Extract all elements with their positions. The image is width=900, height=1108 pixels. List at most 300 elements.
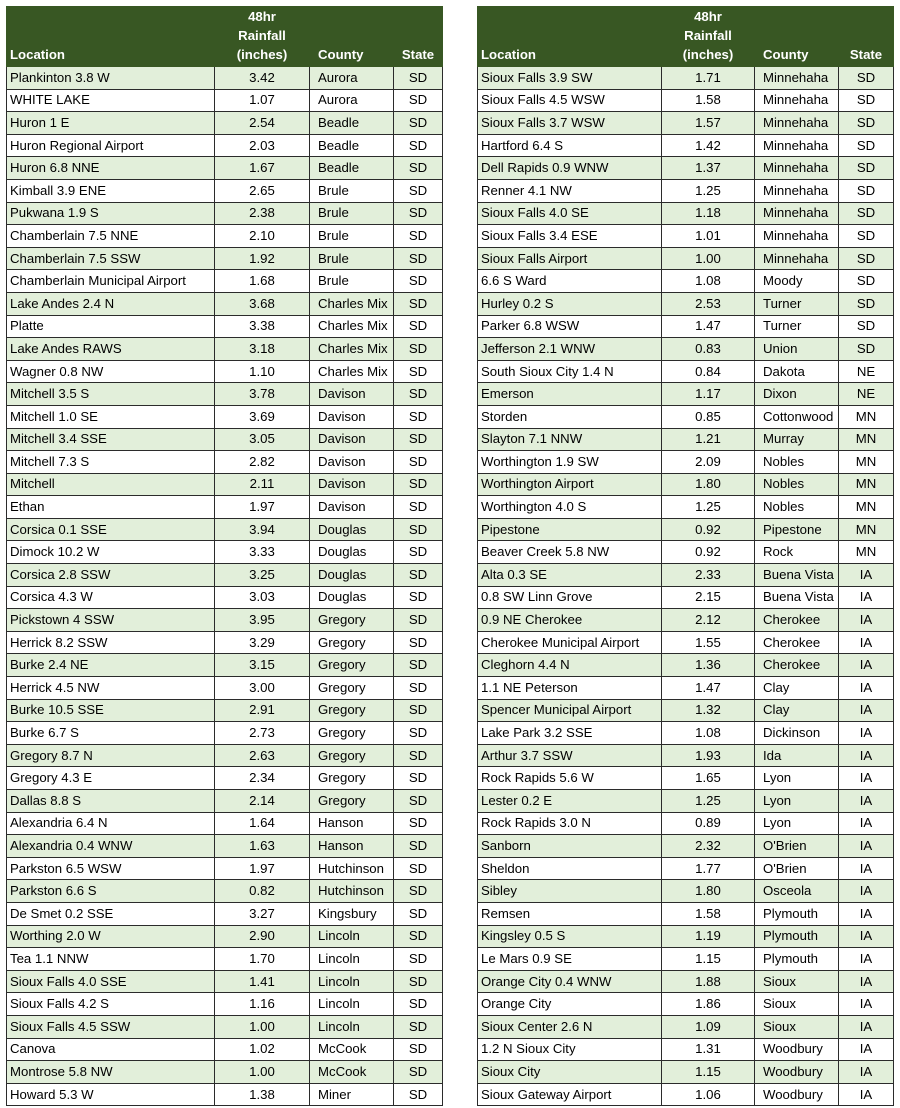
rainfall-cell: 1.31 [662, 1038, 755, 1061]
rainfall-cell: 1.08 [662, 722, 755, 745]
state-cell: SD [394, 677, 443, 700]
state-cell: SD [394, 496, 443, 519]
location-cell: Spencer Municipal Airport [478, 699, 662, 722]
county-cell: Douglas [310, 564, 394, 587]
location-cell: Sioux Falls 4.0 SSE [7, 970, 215, 993]
rainfall-header-line2: Rainfall [238, 28, 286, 43]
table-row [478, 586, 894, 609]
state-cell: SD [394, 541, 443, 564]
table-row [478, 157, 894, 180]
location-cell: Sioux Gateway Airport [478, 1083, 662, 1106]
county-cell: Davison [310, 383, 394, 406]
table-row [7, 134, 443, 157]
county-cell: Minnehaha [755, 225, 839, 248]
location-cell: Sanborn [478, 835, 662, 858]
state-cell: NE [839, 383, 894, 406]
location-cell: Parkston 6.6 S [7, 880, 215, 903]
location-cell: Worthington Airport [478, 473, 662, 496]
county-cell: Nobles [755, 473, 839, 496]
state-cell: SD [394, 451, 443, 474]
county-cell: Brule [310, 179, 394, 202]
table-row [7, 948, 443, 971]
state-cell: SD [394, 880, 443, 903]
table-row [7, 157, 443, 180]
rainfall-cell: 1.77 [662, 857, 755, 880]
county-cell: Lincoln [310, 925, 394, 948]
rainfall-cell: 1.17 [662, 383, 755, 406]
county-cell: Brule [310, 225, 394, 248]
location-cell: Kimball 3.9 ENE [7, 179, 215, 202]
state-cell: SD [839, 247, 894, 270]
location-cell: Arthur 3.7 SSW [478, 744, 662, 767]
state-header: State [394, 7, 443, 67]
county-cell: Minnehaha [755, 247, 839, 270]
state-cell: SD [394, 405, 443, 428]
table-row [478, 179, 894, 202]
location-cell: Canova [7, 1038, 215, 1061]
location-header: Location [7, 7, 215, 67]
location-cell: Huron Regional Airport [7, 134, 215, 157]
state-cell: SD [394, 202, 443, 225]
county-cell: Rock [755, 541, 839, 564]
county-cell: Charles Mix [310, 315, 394, 338]
location-cell: Dallas 8.8 S [7, 790, 215, 813]
state-cell: SD [394, 338, 443, 361]
county-cell: Union [755, 338, 839, 361]
table-row [478, 857, 894, 880]
county-cell: Minnehaha [755, 202, 839, 225]
table-row [7, 970, 443, 993]
table-row [7, 360, 443, 383]
table-row [7, 225, 443, 248]
rainfall-cell: 0.92 [662, 541, 755, 564]
table-row [7, 338, 443, 361]
county-cell: Plymouth [755, 925, 839, 948]
table-row [478, 541, 894, 564]
county-cell: Woodbury [755, 1038, 839, 1061]
location-cell: Sioux Falls 3.7 WSW [478, 112, 662, 135]
county-cell: Ida [755, 744, 839, 767]
state-cell: SD [394, 112, 443, 135]
state-cell: SD [394, 902, 443, 925]
state-cell: SD [839, 270, 894, 293]
state-cell: MN [839, 518, 894, 541]
table-row [7, 89, 443, 112]
county-cell: Minnehaha [755, 179, 839, 202]
table-row [478, 948, 894, 971]
location-cell: Hartford 6.4 S [478, 134, 662, 157]
rainfall-cell: 0.92 [662, 518, 755, 541]
table-row [478, 247, 894, 270]
county-cell: Gregory [310, 699, 394, 722]
table-row [7, 67, 443, 90]
rainfall-cell: 2.65 [215, 179, 310, 202]
table-row [478, 134, 894, 157]
table-row [478, 89, 894, 112]
state-cell: IA [839, 993, 894, 1016]
table-row [7, 1061, 443, 1084]
location-cell: Jefferson 2.1 WNW [478, 338, 662, 361]
rainfall-cell: 1.97 [215, 857, 310, 880]
location-cell: Worthington 4.0 S [478, 496, 662, 519]
rainfall-cell: 2.09 [662, 451, 755, 474]
table-row [478, 677, 894, 700]
rainfall-cell: 2.91 [215, 699, 310, 722]
location-cell: 1.1 NE Peterson [478, 677, 662, 700]
county-header: County [755, 7, 839, 67]
county-cell: Charles Mix [310, 292, 394, 315]
rainfall-cell: 2.11 [215, 473, 310, 496]
rainfall-cell: 1.18 [662, 202, 755, 225]
state-cell: IA [839, 677, 894, 700]
location-cell: 0.9 NE Cherokee [478, 609, 662, 632]
county-cell: Kingsbury [310, 902, 394, 925]
table-row [478, 338, 894, 361]
state-cell: IA [839, 654, 894, 677]
rainfall-cell: 3.15 [215, 654, 310, 677]
county-cell: Hutchinson [310, 857, 394, 880]
county-cell: Davison [310, 405, 394, 428]
state-cell: IA [839, 564, 894, 587]
state-cell: MN [839, 473, 894, 496]
rainfall-table-right [477, 6, 894, 1106]
table-row [478, 360, 894, 383]
county-cell: Beadle [310, 112, 394, 135]
rainfall-header [215, 7, 310, 67]
location-cell: Corsica 4.3 W [7, 586, 215, 609]
table-row [7, 790, 443, 813]
location-cell: Platte [7, 315, 215, 338]
state-cell: SD [394, 993, 443, 1016]
rainfall-cell: 1.88 [662, 970, 755, 993]
rainfall-header-line3: (inches) [682, 47, 734, 62]
state-cell: SD [394, 1038, 443, 1061]
location-cell: Lake Andes 2.4 N [7, 292, 215, 315]
state-cell: SD [394, 473, 443, 496]
state-cell: SD [394, 790, 443, 813]
location-cell: Beaver Creek 5.8 NW [478, 541, 662, 564]
location-cell: Alexandria 0.4 WNW [7, 835, 215, 858]
state-cell: SD [394, 518, 443, 541]
county-cell: Hanson [310, 812, 394, 835]
state-cell: IA [839, 790, 894, 813]
state-cell: IA [839, 631, 894, 654]
state-cell: SD [394, 586, 443, 609]
state-cell: SD [394, 428, 443, 451]
rainfall-cell: 1.37 [662, 157, 755, 180]
table-row [478, 496, 894, 519]
state-cell: SD [394, 857, 443, 880]
rainfall-cell: 1.71 [662, 67, 755, 90]
location-cell: De Smet 0.2 SSE [7, 902, 215, 925]
location-cell: Worthing 2.0 W [7, 925, 215, 948]
county-cell: Dixon [755, 383, 839, 406]
state-cell: IA [839, 857, 894, 880]
state-cell: IA [839, 767, 894, 790]
rainfall-cell: 3.38 [215, 315, 310, 338]
rainfall-cell: 1.55 [662, 631, 755, 654]
table-row [7, 925, 443, 948]
table-row [478, 451, 894, 474]
table-row [7, 902, 443, 925]
state-cell: SD [839, 134, 894, 157]
location-cell: 0.8 SW Linn Grove [478, 586, 662, 609]
county-cell: Moody [755, 270, 839, 293]
table-row [7, 451, 443, 474]
header-row [7, 7, 443, 67]
county-cell: Gregory [310, 767, 394, 790]
table-row [478, 112, 894, 135]
rainfall-cell: 2.10 [215, 225, 310, 248]
county-cell: Gregory [310, 722, 394, 745]
county-header: County [310, 7, 394, 67]
rainfall-cell: 1.08 [662, 270, 755, 293]
table-row [478, 473, 894, 496]
rainfall-cell: 3.33 [215, 541, 310, 564]
location-cell: Burke 6.7 S [7, 722, 215, 745]
county-cell: Dakota [755, 360, 839, 383]
county-cell: Minnehaha [755, 157, 839, 180]
location-cell: Emerson [478, 383, 662, 406]
county-cell: Turner [755, 292, 839, 315]
state-cell: SD [394, 767, 443, 790]
rainfall-cell: 2.12 [662, 609, 755, 632]
state-cell: MN [839, 428, 894, 451]
rainfall-cell: 1.41 [215, 970, 310, 993]
rainfall-cell: 1.00 [215, 1061, 310, 1084]
table-row [478, 970, 894, 993]
location-cell: Sioux Falls 3.4 ESE [478, 225, 662, 248]
table-row [7, 383, 443, 406]
location-cell: Alta 0.3 SE [478, 564, 662, 587]
county-cell: Brule [310, 247, 394, 270]
location-cell: Sioux Falls 4.2 S [7, 993, 215, 1016]
rainfall-cell: 1.32 [662, 699, 755, 722]
location-cell: Orange City 0.4 WNW [478, 970, 662, 993]
county-cell: Gregory [310, 677, 394, 700]
location-cell: Orange City [478, 993, 662, 1016]
table-row [7, 247, 443, 270]
rainfall-cell: 1.09 [662, 1015, 755, 1038]
table-row [478, 202, 894, 225]
location-cell: Herrick 8.2 SSW [7, 631, 215, 654]
header-row [478, 7, 894, 67]
county-cell: Davison [310, 496, 394, 519]
location-cell: Renner 4.1 NW [478, 179, 662, 202]
county-cell: Lincoln [310, 993, 394, 1016]
table-row [7, 767, 443, 790]
table-row [7, 270, 443, 293]
county-cell: Hanson [310, 835, 394, 858]
rainfall-cell: 1.15 [662, 948, 755, 971]
county-cell: Clay [755, 699, 839, 722]
state-cell: SD [394, 699, 443, 722]
rainfall-header-line2: Rainfall [684, 28, 732, 43]
table-row [7, 541, 443, 564]
rainfall-cell: 1.58 [662, 89, 755, 112]
table-row [7, 609, 443, 632]
location-cell: Lester 0.2 E [478, 790, 662, 813]
county-cell: Aurora [310, 89, 394, 112]
table-row [7, 518, 443, 541]
county-cell: Buena Vista [755, 586, 839, 609]
county-cell: Nobles [755, 451, 839, 474]
location-cell: Le Mars 0.9 SE [478, 948, 662, 971]
rainfall-cell: 1.10 [215, 360, 310, 383]
location-cell: Tea 1.1 NNW [7, 948, 215, 971]
county-cell: O'Brien [755, 857, 839, 880]
county-cell: Minnehaha [755, 134, 839, 157]
state-cell: SD [394, 609, 443, 632]
location-cell: Mitchell 1.0 SE [7, 405, 215, 428]
county-cell: Woodbury [755, 1061, 839, 1084]
state-cell: SD [839, 157, 894, 180]
location-cell: Gregory 4.3 E [7, 767, 215, 790]
county-cell: Cherokee [755, 631, 839, 654]
state-cell: MN [839, 541, 894, 564]
table-row [478, 270, 894, 293]
state-cell: SD [839, 89, 894, 112]
state-cell: IA [839, 722, 894, 745]
table-row [7, 473, 443, 496]
rainfall-cell: 1.68 [215, 270, 310, 293]
location-cell: Dell Rapids 0.9 WNW [478, 157, 662, 180]
state-cell: SD [394, 134, 443, 157]
rainfall-cell: 3.78 [215, 383, 310, 406]
location-cell: Alexandria 6.4 N [7, 812, 215, 835]
table-row [478, 925, 894, 948]
county-cell: Brule [310, 202, 394, 225]
rainfall-cell: 2.33 [662, 564, 755, 587]
county-cell: Lincoln [310, 1015, 394, 1038]
table-row [478, 812, 894, 835]
location-cell: Mitchell [7, 473, 215, 496]
state-cell: SD [394, 1061, 443, 1084]
county-cell: Gregory [310, 631, 394, 654]
county-cell: Cherokee [755, 654, 839, 677]
state-cell: IA [839, 1061, 894, 1084]
rainfall-cell: 1.64 [215, 812, 310, 835]
location-cell: 1.2 N Sioux City [478, 1038, 662, 1061]
county-cell: Nobles [755, 496, 839, 519]
state-cell: SD [394, 835, 443, 858]
rainfall-cell: 1.97 [215, 496, 310, 519]
table-row [7, 1015, 443, 1038]
county-cell: Aurora [310, 67, 394, 90]
location-cell: Pukwana 1.9 S [7, 202, 215, 225]
table-row [478, 609, 894, 632]
county-cell: Woodbury [755, 1083, 839, 1106]
state-cell: SD [394, 157, 443, 180]
county-cell: Dickinson [755, 722, 839, 745]
state-cell: IA [839, 925, 894, 948]
rainfall-cell: 1.15 [662, 1061, 755, 1084]
state-header: State [839, 7, 894, 67]
rainfall-cell: 1.57 [662, 112, 755, 135]
county-cell: Murray [755, 428, 839, 451]
location-cell: Storden [478, 405, 662, 428]
rainfall-cell: 1.65 [662, 767, 755, 790]
location-cell: WHITE LAKE [7, 89, 215, 112]
location-cell: Herrick 4.5 NW [7, 677, 215, 700]
table-row [7, 1038, 443, 1061]
rainfall-cell: 3.18 [215, 338, 310, 361]
state-cell: IA [839, 948, 894, 971]
location-cell: Sheldon [478, 857, 662, 880]
county-cell: Minnehaha [755, 89, 839, 112]
county-cell: Douglas [310, 518, 394, 541]
rainfall-cell: 0.85 [662, 405, 755, 428]
county-cell: Beadle [310, 134, 394, 157]
location-cell: Slayton 7.1 NNW [478, 428, 662, 451]
county-cell: Davison [310, 473, 394, 496]
rainfall-cell: 1.06 [662, 1083, 755, 1106]
table-row [7, 315, 443, 338]
state-cell: IA [839, 812, 894, 835]
county-cell: Gregory [310, 744, 394, 767]
county-cell: Davison [310, 451, 394, 474]
state-cell: SD [394, 1015, 443, 1038]
state-cell: SD [394, 67, 443, 90]
table-row [7, 586, 443, 609]
county-cell: Osceola [755, 880, 839, 903]
location-cell: Chamberlain Municipal Airport [7, 270, 215, 293]
location-cell: Chamberlain 7.5 SSW [7, 247, 215, 270]
state-cell: IA [839, 1015, 894, 1038]
table-row [478, 564, 894, 587]
table-row [478, 744, 894, 767]
location-cell: Sioux Falls 4.5 SSW [7, 1015, 215, 1038]
state-cell: SD [394, 383, 443, 406]
rainfall-cell: 1.07 [215, 89, 310, 112]
rainfall-cell: 1.16 [215, 993, 310, 1016]
state-cell: SD [394, 89, 443, 112]
location-cell: 6.6 S Ward [478, 270, 662, 293]
table-row [7, 1083, 443, 1106]
state-cell: IA [839, 609, 894, 632]
location-cell: Wagner 0.8 NW [7, 360, 215, 383]
table-row [7, 993, 443, 1016]
state-cell: SD [394, 925, 443, 948]
table-row [478, 699, 894, 722]
state-cell: IA [839, 1038, 894, 1061]
rainfall-header-line1: 48hr [694, 9, 722, 24]
rainfall-cell: 2.90 [215, 925, 310, 948]
rainfall-cell: 3.94 [215, 518, 310, 541]
state-cell: SD [394, 225, 443, 248]
state-cell: SD [839, 292, 894, 315]
location-cell: Mitchell 3.5 S [7, 383, 215, 406]
county-cell: Sioux [755, 970, 839, 993]
location-cell: Parker 6.8 WSW [478, 315, 662, 338]
rainfall-cell: 2.73 [215, 722, 310, 745]
table-row [478, 880, 894, 903]
county-cell: Turner [755, 315, 839, 338]
county-cell: Charles Mix [310, 360, 394, 383]
county-cell: McCook [310, 1038, 394, 1061]
location-cell: Sioux Falls 4.0 SE [478, 202, 662, 225]
rainfall-cell: 1.47 [662, 315, 755, 338]
state-cell: IA [839, 744, 894, 767]
rainfall-header [662, 7, 755, 67]
state-cell: IA [839, 970, 894, 993]
rainfall-cell: 0.83 [662, 338, 755, 361]
location-cell: Sioux Falls Airport [478, 247, 662, 270]
rainfall-cell: 3.29 [215, 631, 310, 654]
rainfall-cell: 2.38 [215, 202, 310, 225]
county-cell: Hutchinson [310, 880, 394, 903]
table-row [7, 428, 443, 451]
